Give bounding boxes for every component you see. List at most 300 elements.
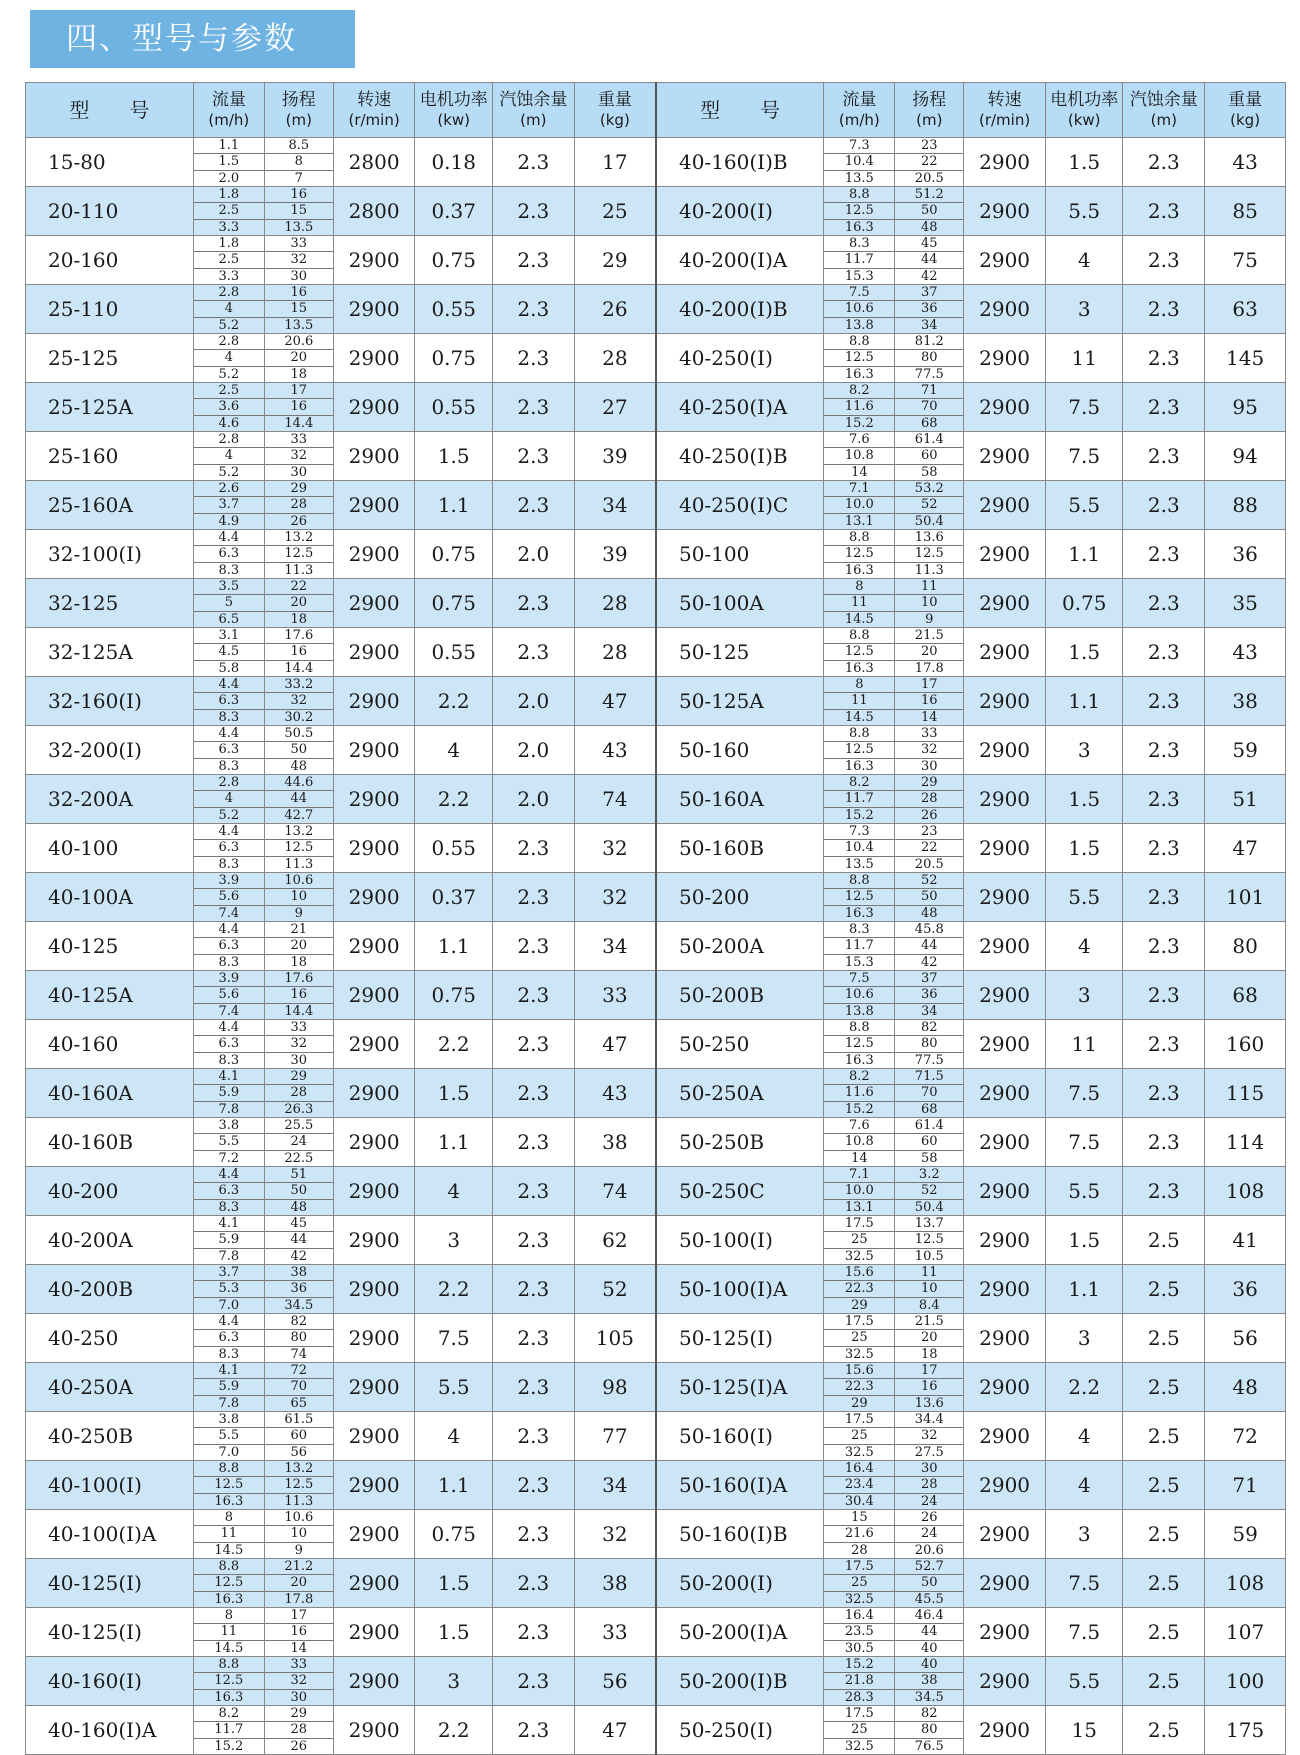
head-value: 16 xyxy=(265,399,333,415)
flow-value: 12.5 xyxy=(824,350,894,366)
model-cell: 50-125A xyxy=(656,677,824,726)
flow-value: 5.2 xyxy=(218,807,240,823)
head-cell xyxy=(895,1118,964,1167)
head-value: 7 xyxy=(294,170,303,186)
weight-cell: 33 xyxy=(574,1608,656,1657)
npsh-cell: 2.3 xyxy=(1123,285,1205,334)
flow-value: 13.5 xyxy=(844,170,874,186)
head-cell xyxy=(264,1020,333,1069)
table-row xyxy=(26,285,1286,334)
head-cell xyxy=(895,1314,964,1363)
head-value: 20.5 xyxy=(914,170,944,186)
weight-cell: 36 xyxy=(1205,530,1286,579)
head-value: 77.5 xyxy=(914,1052,944,1068)
flow-value: 7.1 xyxy=(824,1167,894,1183)
head-value: 23 xyxy=(895,824,963,840)
model-cell: 40-200(I)A xyxy=(656,236,824,285)
head-cell xyxy=(264,432,333,481)
power-cell: 5.5 xyxy=(1045,187,1122,236)
flow-cell xyxy=(193,432,264,481)
head-value: 60 xyxy=(895,1134,963,1150)
head-stack xyxy=(265,1167,333,1215)
head-value: 61.4 xyxy=(895,1118,963,1134)
flow-cell xyxy=(824,677,895,726)
flow-value: 5.8 xyxy=(218,660,240,676)
flow-value: 16.3 xyxy=(844,219,874,235)
weight-cell: 43 xyxy=(574,726,656,775)
head-value: 68 xyxy=(921,1101,938,1117)
flow-value: 6.3 xyxy=(194,693,264,709)
head-cell xyxy=(264,1167,333,1216)
speed-cell: 2900 xyxy=(333,1020,415,1069)
flow-stack xyxy=(194,775,264,823)
weight-cell: 27 xyxy=(574,383,656,432)
flow-cell xyxy=(824,1118,895,1167)
table-row xyxy=(26,628,1286,677)
npsh-cell: 2.3 xyxy=(492,873,574,922)
speed-cell: 2900 xyxy=(964,628,1046,677)
npsh-cell: 2.3 xyxy=(492,1265,574,1314)
flow-value: 3.1 xyxy=(194,628,264,644)
header-weight xyxy=(1205,83,1286,138)
head-value: 76.5 xyxy=(914,1738,944,1754)
weight-cell: 108 xyxy=(1205,1559,1286,1608)
flow-value: 7.5 xyxy=(824,971,894,987)
flow-value: 5.5 xyxy=(194,1134,264,1150)
power-cell: 7.5 xyxy=(1045,432,1122,481)
flow-value: 12.5 xyxy=(824,546,894,562)
flow-value: 16.4 xyxy=(824,1461,894,1477)
flow-value: 5.6 xyxy=(194,889,264,905)
weight-cell: 101 xyxy=(1205,873,1286,922)
head-value: 26 xyxy=(290,513,308,529)
head-value: 20.6 xyxy=(914,1542,944,1558)
head-cell xyxy=(895,1265,964,1314)
flow-value: 12.5 xyxy=(194,1575,264,1591)
head-value: 14.4 xyxy=(284,660,314,676)
flow-value: 8.8 xyxy=(824,628,894,644)
head-stack xyxy=(895,726,963,774)
flow-value: 2.0 xyxy=(218,170,240,186)
head-cell xyxy=(264,579,333,628)
flow-value: 3.9 xyxy=(194,971,264,987)
flow-stack xyxy=(194,432,264,480)
head-value: 80 xyxy=(265,1330,333,1346)
speed-cell: 2900 xyxy=(333,1559,415,1608)
speed-cell: 2900 xyxy=(333,1314,415,1363)
npsh-cell: 2.3 xyxy=(492,383,574,432)
speed-cell: 2900 xyxy=(964,1069,1046,1118)
flow-value: 6.3 xyxy=(194,546,264,562)
flow-cell xyxy=(193,1706,264,1755)
power-cell: 4 xyxy=(1045,922,1122,971)
flow-value: 3.3 xyxy=(218,219,240,235)
head-cell xyxy=(264,1412,333,1461)
head-value: 56 xyxy=(290,1444,308,1460)
head-value: 34 xyxy=(921,1003,938,1019)
head-stack xyxy=(895,383,963,431)
head-value: 20.6 xyxy=(265,334,333,350)
power-cell: 15 xyxy=(1045,1706,1122,1755)
flow-value: 8.3 xyxy=(218,562,240,578)
flow-stack xyxy=(824,1657,894,1705)
flow-cell xyxy=(824,579,895,628)
npsh-cell: 2.0 xyxy=(492,775,574,824)
header-model: 型 号 xyxy=(26,83,194,138)
head-value: 24 xyxy=(265,1134,333,1150)
power-cell: 0.37 xyxy=(415,187,492,236)
head-stack xyxy=(265,677,333,725)
flow-cell xyxy=(824,628,895,677)
flow-value: 11 xyxy=(194,1624,264,1640)
head-cell xyxy=(264,334,333,383)
table-row xyxy=(26,1020,1286,1069)
head-value: 12.5 xyxy=(265,546,333,562)
speed-cell: 2900 xyxy=(964,873,1046,922)
head-value: 65 xyxy=(290,1395,308,1411)
power-cell: 1.5 xyxy=(1045,824,1122,873)
head-value: 33 xyxy=(265,432,333,448)
flow-stack xyxy=(824,530,894,578)
flow-value: 16.3 xyxy=(844,366,874,382)
model-cell: 32-160(I) xyxy=(26,677,194,726)
weight-cell: 74 xyxy=(574,1167,656,1216)
npsh-cell: 2.3 xyxy=(492,628,574,677)
head-value: 17.8 xyxy=(284,1591,314,1607)
head-value: 27.5 xyxy=(914,1444,944,1460)
flow-value: 2.6 xyxy=(194,481,264,497)
flow-value: 16.3 xyxy=(844,562,874,578)
weight-cell: 95 xyxy=(1205,383,1286,432)
power-cell: 1.1 xyxy=(415,1461,492,1510)
model-cell: 40-125(I) xyxy=(26,1559,194,1608)
npsh-cell: 2.3 xyxy=(492,922,574,971)
flow-value: 22.3 xyxy=(824,1379,894,1395)
power-cell: 1.1 xyxy=(415,1118,492,1167)
npsh-cell: 2.3 xyxy=(492,138,574,187)
table-row xyxy=(26,1412,1286,1461)
flow-value: 2.8 xyxy=(194,775,264,791)
power-cell: 1.1 xyxy=(415,481,492,530)
flow-value: 15.2 xyxy=(844,807,874,823)
flow-cell xyxy=(193,922,264,971)
header-head xyxy=(895,83,964,138)
flow-cell xyxy=(824,138,895,187)
model-cell: 40-125 xyxy=(26,922,194,971)
npsh-cell: 2.3 xyxy=(1123,236,1205,285)
table-row xyxy=(26,530,1286,579)
model-cell: 50-160 xyxy=(656,726,824,775)
head-value: 11.3 xyxy=(284,1493,314,1509)
head-value: 80 xyxy=(895,350,963,366)
head-value: 10.5 xyxy=(914,1248,944,1264)
header-flow-label: 流量 xyxy=(842,90,877,110)
power-cell: 5.5 xyxy=(1045,1167,1122,1216)
flow-value: 21.8 xyxy=(824,1673,894,1689)
head-value: 52.7 xyxy=(895,1559,963,1575)
model-cell: 40-100(I) xyxy=(26,1461,194,1510)
power-cell: 0.75 xyxy=(415,530,492,579)
flow-stack xyxy=(824,677,894,725)
weight-cell: 77 xyxy=(574,1412,656,1461)
head-value: 18 xyxy=(290,366,308,382)
head-stack xyxy=(895,138,963,186)
flow-value: 8.2 xyxy=(824,775,894,791)
weight-cell: 51 xyxy=(1205,775,1286,824)
weight-cell: 28 xyxy=(574,579,656,628)
flow-cell xyxy=(193,628,264,677)
npsh-cell: 2.3 xyxy=(492,1314,574,1363)
flow-value: 15.3 xyxy=(844,268,874,284)
head-value: 20 xyxy=(265,938,333,954)
header-npsh xyxy=(1123,83,1205,138)
weight-cell: 52 xyxy=(574,1265,656,1314)
flow-value: 8.3 xyxy=(218,1199,240,1215)
table-row xyxy=(26,1559,1286,1608)
head-stack xyxy=(265,1069,333,1117)
table-row xyxy=(26,138,1286,187)
head-value: 36 xyxy=(895,301,963,317)
power-cell: 4 xyxy=(1045,1412,1122,1461)
flow-cell xyxy=(193,1216,264,1265)
flow-value: 23.4 xyxy=(824,1477,894,1493)
flow-stack xyxy=(824,579,894,627)
model-cell: 50-250C xyxy=(656,1167,824,1216)
power-cell: 3 xyxy=(1045,1510,1122,1559)
table-row xyxy=(26,726,1286,775)
flow-value: 8.8 xyxy=(824,334,894,350)
flow-value: 11 xyxy=(194,1526,264,1542)
head-value: 50 xyxy=(895,1575,963,1591)
speed-cell: 2900 xyxy=(333,1118,415,1167)
flow-stack xyxy=(194,1657,264,1705)
weight-cell: 34 xyxy=(574,1461,656,1510)
model-cell: 50-125(I)A xyxy=(656,1363,824,1412)
head-stack xyxy=(265,138,333,186)
section-title-banner xyxy=(30,10,355,68)
header-flow-unit: (m/h) xyxy=(208,111,250,129)
head-cell xyxy=(264,1461,333,1510)
npsh-cell: 2.3 xyxy=(492,1608,574,1657)
head-value: 15 xyxy=(265,301,333,317)
flow-value: 14.5 xyxy=(214,1640,244,1656)
flow-value: 12.5 xyxy=(194,1477,264,1493)
head-value: 16 xyxy=(265,285,333,301)
head-value: 33 xyxy=(265,236,333,252)
flow-value: 17.5 xyxy=(824,1706,894,1722)
flow-value: 4.9 xyxy=(218,513,240,529)
head-value: 28 xyxy=(895,1477,963,1493)
speed-cell: 2900 xyxy=(964,1706,1046,1755)
head-stack xyxy=(265,432,333,480)
weight-cell: 68 xyxy=(1205,971,1286,1020)
head-value: 44 xyxy=(895,252,963,268)
head-cell xyxy=(895,922,964,971)
head-value: 22 xyxy=(895,840,963,856)
flow-value: 3.9 xyxy=(194,873,264,889)
head-value: 8.4 xyxy=(918,1297,940,1313)
speed-cell: 2900 xyxy=(964,1020,1046,1069)
flow-value: 25 xyxy=(824,1722,894,1738)
flow-value: 6.3 xyxy=(194,840,264,856)
table-body xyxy=(26,138,1286,1755)
table-row xyxy=(26,1363,1286,1412)
flow-value: 32.5 xyxy=(844,1346,874,1362)
head-cell xyxy=(264,726,333,775)
flow-stack xyxy=(194,726,264,774)
power-cell: 2.2 xyxy=(415,1265,492,1314)
head-stack xyxy=(265,922,333,970)
head-value: 71 xyxy=(895,383,963,399)
head-value: 10 xyxy=(895,595,963,611)
head-stack xyxy=(265,383,333,431)
weight-cell: 75 xyxy=(1205,236,1286,285)
power-cell: 2.2 xyxy=(1045,1363,1122,1412)
head-stack xyxy=(895,1118,963,1166)
head-value: 26 xyxy=(290,1738,308,1754)
head-cell xyxy=(895,1559,964,1608)
head-stack xyxy=(265,1314,333,1362)
head-value: 40 xyxy=(895,1657,963,1673)
flow-value: 7.8 xyxy=(218,1101,240,1117)
power-cell: 2.2 xyxy=(415,775,492,824)
power-cell: 1.5 xyxy=(1045,775,1122,824)
head-stack xyxy=(895,775,963,823)
head-cell xyxy=(895,481,964,530)
flow-cell xyxy=(193,1657,264,1706)
power-cell: 0.75 xyxy=(415,579,492,628)
flow-cell xyxy=(193,726,264,775)
head-value: 72 xyxy=(265,1363,333,1379)
flow-cell xyxy=(824,726,895,775)
head-value: 32 xyxy=(265,1673,333,1689)
head-value: 50 xyxy=(895,889,963,905)
head-value: 42 xyxy=(921,954,938,970)
flow-stack xyxy=(824,1559,894,1607)
head-cell xyxy=(895,285,964,334)
head-value: 11.3 xyxy=(284,856,314,872)
flow-value: 8.8 xyxy=(824,726,894,742)
head-value: 30 xyxy=(290,268,308,284)
flow-value: 16.3 xyxy=(844,905,874,921)
table-row xyxy=(26,481,1286,530)
flow-cell xyxy=(824,1314,895,1363)
head-cell xyxy=(264,481,333,530)
npsh-cell: 2.3 xyxy=(1123,187,1205,236)
power-cell: 2.2 xyxy=(415,1706,492,1755)
weight-cell: 80 xyxy=(1205,922,1286,971)
speed-cell: 2900 xyxy=(964,530,1046,579)
speed-cell: 2800 xyxy=(333,187,415,236)
flow-cell xyxy=(193,187,264,236)
power-cell: 1.1 xyxy=(1045,530,1122,579)
head-value: 58 xyxy=(921,464,938,480)
weight-cell: 105 xyxy=(574,1314,656,1363)
head-value: 26 xyxy=(895,1510,963,1526)
flow-value: 3.3 xyxy=(218,268,240,284)
flow-value: 5 xyxy=(194,595,264,611)
npsh-cell: 2.3 xyxy=(1123,922,1205,971)
model-cell: 40-200 xyxy=(26,1167,194,1216)
weight-cell: 47 xyxy=(574,677,656,726)
model-cell: 50-100 xyxy=(656,530,824,579)
speed-cell: 2900 xyxy=(333,1461,415,1510)
head-cell xyxy=(895,1461,964,1510)
head-value: 33 xyxy=(265,1657,333,1673)
head-stack xyxy=(895,285,963,333)
head-value: 16 xyxy=(895,1379,963,1395)
flow-value: 11 xyxy=(824,595,894,611)
head-value: 20 xyxy=(895,644,963,660)
npsh-cell: 2.3 xyxy=(492,1069,574,1118)
weight-cell: 38 xyxy=(574,1118,656,1167)
weight-cell: 160 xyxy=(1205,1020,1286,1069)
flow-stack xyxy=(824,628,894,676)
table-row xyxy=(26,187,1286,236)
head-cell xyxy=(895,138,964,187)
head-cell xyxy=(895,1657,964,1706)
flow-value: 10.6 xyxy=(824,987,894,1003)
npsh-cell: 2.3 xyxy=(492,236,574,285)
flow-value: 16.4 xyxy=(824,1608,894,1624)
head-value: 45.8 xyxy=(895,922,963,938)
flow-stack xyxy=(194,236,264,284)
flow-value: 3.8 xyxy=(194,1412,264,1428)
flow-value: 4.4 xyxy=(194,726,264,742)
speed-cell: 2900 xyxy=(333,873,415,922)
head-value: 13.2 xyxy=(265,824,333,840)
flow-value: 3.5 xyxy=(194,579,264,595)
flow-value: 7.6 xyxy=(824,432,894,448)
power-cell: 0.37 xyxy=(415,873,492,922)
flow-value: 2.5 xyxy=(194,383,264,399)
speed-cell: 2900 xyxy=(964,138,1046,187)
weight-cell: 98 xyxy=(574,1363,656,1412)
flow-value: 21.6 xyxy=(824,1526,894,1542)
header-weight-label: 重量 xyxy=(597,90,632,110)
weight-cell: 32 xyxy=(574,1510,656,1559)
flow-stack xyxy=(194,1069,264,1117)
flow-stack xyxy=(194,579,264,627)
flow-value: 23.5 xyxy=(824,1624,894,1640)
flow-value: 5.2 xyxy=(218,464,240,480)
model-cell: 40-250(I)B xyxy=(656,432,824,481)
speed-cell: 2900 xyxy=(964,824,1046,873)
flow-value: 15.2 xyxy=(824,1657,894,1673)
flow-value: 7.1 xyxy=(824,481,894,497)
flow-value: 16.3 xyxy=(844,758,874,774)
npsh-cell: 2.3 xyxy=(492,1559,574,1608)
head-value: 13.7 xyxy=(895,1216,963,1232)
head-cell xyxy=(264,1216,333,1265)
flow-value: 22.3 xyxy=(824,1281,894,1297)
model-cell: 50-100(I)A xyxy=(656,1265,824,1314)
head-stack xyxy=(895,677,963,725)
npsh-cell: 2.3 xyxy=(492,432,574,481)
flow-value: 10.0 xyxy=(824,1183,894,1199)
head-value: 34.5 xyxy=(284,1297,314,1313)
speed-cell: 2900 xyxy=(333,383,415,432)
head-stack xyxy=(265,236,333,284)
head-value: 48 xyxy=(290,758,308,774)
head-value: 8 xyxy=(265,154,333,170)
flow-value: 32.5 xyxy=(844,1444,874,1460)
head-stack xyxy=(895,530,963,578)
npsh-cell: 2.5 xyxy=(1123,1412,1205,1461)
flow-value: 7.5 xyxy=(824,285,894,301)
head-value: 21.2 xyxy=(265,1559,333,1575)
npsh-cell: 2.5 xyxy=(1123,1706,1205,1755)
